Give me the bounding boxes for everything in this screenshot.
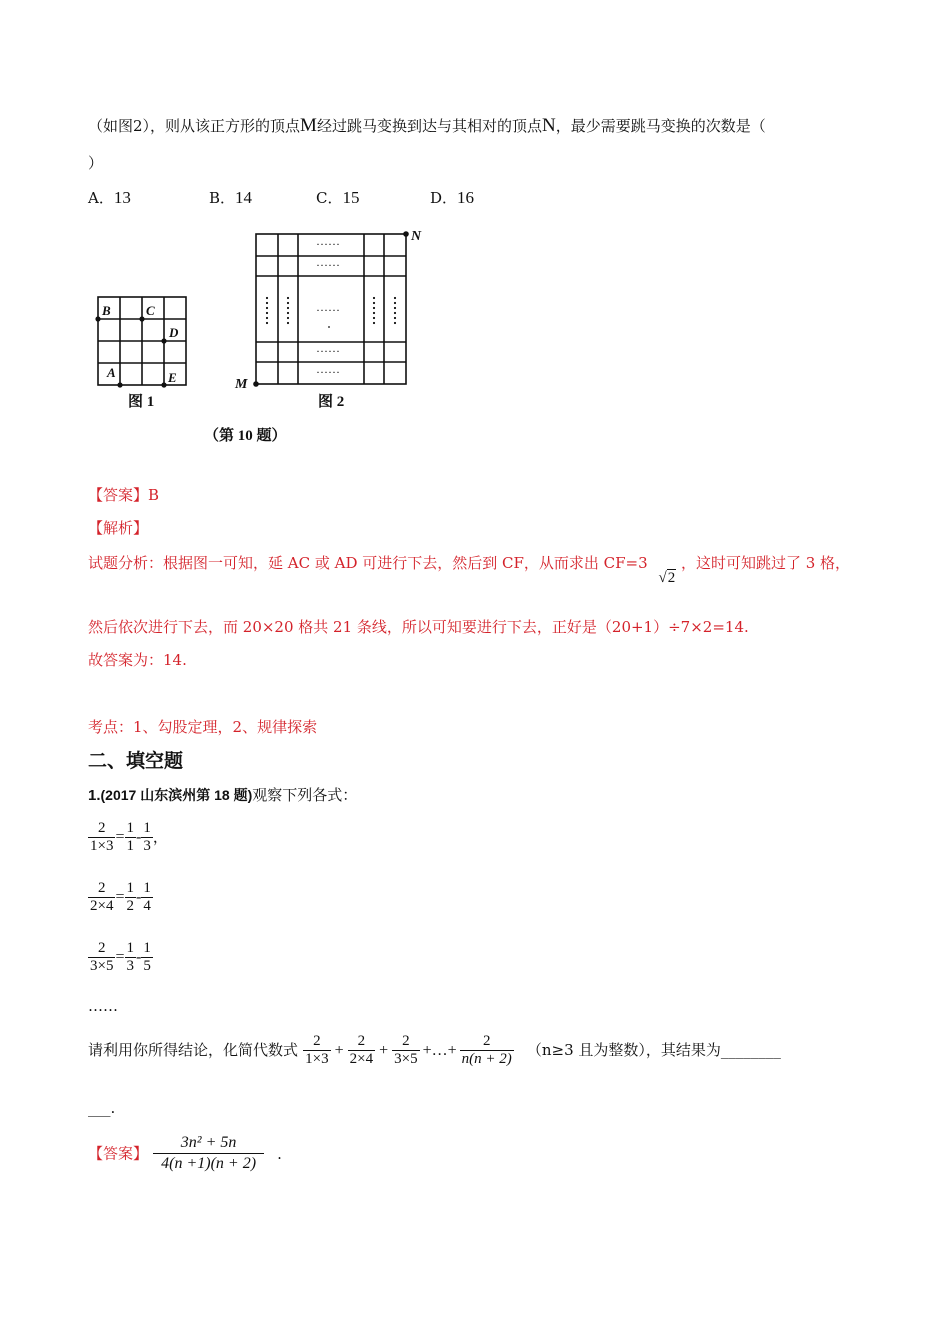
analysis-line-3: 故答案为：14. [88, 651, 187, 669]
term-last-den: n(n + 2) [461, 1051, 512, 1067]
option-a-value: 13 [113, 188, 131, 207]
answer-value: B [148, 486, 160, 504]
eq3-b-num: 1 [143, 940, 151, 956]
question-line-1 [88, 116, 766, 136]
eq1-b-den: 3 [143, 838, 151, 854]
q10-text-b: 经过跳马变换到达与其相对的顶点 [316, 117, 542, 135]
option-c-letter: C． [316, 189, 343, 207]
fig2-label: 图 2 [318, 394, 345, 410]
answer2-fraction [153, 1133, 264, 1174]
prompt-blank-tail: ___. [88, 1099, 116, 1117]
dots-col-2 [287, 297, 289, 324]
analysis-text-a: 试题分析：根据图一可知，延 AC 或 AD 可进行下去，然后到 CF，从而求出 CF=3 [88, 554, 648, 572]
dots-row-1: ······ [316, 237, 340, 251]
vertex-n-dot [403, 231, 409, 237]
eq3-b-den: 5 [143, 958, 151, 974]
eq1-a-num: 1 [126, 820, 134, 836]
q1-source: (2017 山东滨州第 18 题) [100, 787, 253, 803]
eq2-b-num: 1 [143, 880, 151, 896]
answer2-label: 【答案】 [88, 1144, 149, 1163]
equation-2: $\frac{2}{2\times 4}$ = $\frac{1}{2}$ - $\frac{1}{4}$ [90, 880, 151, 914]
eq1-a [125, 820, 137, 855]
answer2-line [88, 1133, 282, 1174]
equation-3: $\frac{2}{3\times 5}$ = $\frac{1}{3}$ - $\frac{1}{5}$ [90, 940, 151, 974]
option-b-letter: B． [209, 189, 236, 207]
term-2-num: 2 [357, 1033, 366, 1049]
point-c-label: C [146, 303, 155, 318]
q10-text-c: ，最少需要跳马变换的次数是（ [555, 117, 766, 135]
eq2-a-den: 2 [126, 898, 134, 914]
plus-2: + [379, 1041, 389, 1059]
prompt-text-a: 请利用你所得结论，化简代数式 [88, 1041, 299, 1059]
equation-1: $\frac{2}{1\times 3}$ = $\frac{1}{1}$ - $\frac{1}{3}$ ， [90, 820, 168, 854]
term-1-num: 2 [313, 1033, 321, 1049]
dots-row-center: ······ [316, 303, 340, 317]
option-a [88, 188, 131, 208]
vertex-m-label: M [300, 115, 317, 136]
option-b-value: 14 [235, 188, 253, 207]
point-e-dot [161, 382, 166, 387]
answer2-num: 3n² + 5n [180, 1134, 237, 1151]
q10-text-a: （如图2），则从该正方形的顶点 [88, 117, 301, 135]
option-c [316, 188, 359, 208]
analysis-label: 【解析】 [88, 519, 149, 537]
vertex-n-fig-label: N [411, 229, 422, 244]
term-1 [303, 1033, 330, 1068]
eq2-lhs-den: 2×4 [90, 898, 114, 914]
analysis-line-2: 然后依次进行下去，而 20×20 格共 21 条线，所以可知要进行下去，正好是（20+1）÷7×2=14. [88, 618, 749, 636]
kaodian-line: 考点：1、勾股定理，2、规律探索 [88, 718, 318, 736]
q1-heading [88, 785, 357, 806]
prompt-text-b: （n≥3 且为整数），其结果为________ [526, 1041, 781, 1059]
eq1-lhs-den: 1×3 [90, 838, 114, 854]
term-2 [348, 1033, 375, 1068]
answer-line [88, 485, 159, 505]
option-c-value: 15 [342, 188, 360, 207]
option-a-letter: A． [88, 189, 114, 207]
term-last [460, 1033, 514, 1068]
dots-row-3: ······ [316, 344, 340, 358]
dots-row-4: ······ [316, 365, 340, 379]
point-e-label: E [168, 370, 177, 385]
point-a-dot [117, 382, 122, 387]
eq3-a [125, 940, 137, 975]
eq1-tail: ， [152, 828, 168, 846]
dots-row-2: ······ [316, 258, 340, 272]
question-line-2: ） [88, 154, 104, 172]
point-b-dot [95, 316, 100, 321]
eq3-lhs-den: 3×5 [90, 958, 114, 974]
point-b-label: B [102, 303, 111, 318]
eq1-a-den: 1 [126, 838, 134, 854]
fig2-dots [266, 237, 396, 379]
q1-text: 观察下列各式： [252, 786, 358, 804]
option-d-letter: D． [430, 189, 458, 207]
eq2-b [141, 880, 153, 915]
vertex-m-dot [253, 381, 259, 387]
dots-col-4 [394, 297, 396, 324]
prompt-line [88, 1033, 781, 1068]
eq1-b-num: 1 [143, 820, 151, 836]
eq3-a-num: 1 [126, 940, 134, 956]
center-dot [328, 326, 330, 328]
eq2-b-den: 4 [143, 898, 151, 914]
eq1-lhs [88, 820, 115, 855]
q1-number: 1. [88, 787, 101, 804]
eq2-a-num: 1 [126, 880, 134, 896]
eq2-lhs-num: 2 [97, 880, 106, 896]
dots-col-1 [266, 297, 268, 324]
term-2-den: 2×4 [349, 1051, 374, 1067]
term-1-den: 1×3 [305, 1051, 329, 1067]
term-last-num: 2 [482, 1033, 491, 1049]
figure-grid-diagram [80, 222, 440, 452]
dots-col-3 [373, 297, 375, 324]
figure-svg [80, 222, 440, 452]
analysis-line-1 [88, 553, 851, 586]
plus-ellipsis: +…+ [422, 1041, 457, 1059]
plus-1: + [334, 1041, 344, 1059]
figure-caption: （第 10 题） [204, 428, 287, 444]
option-d-value: 16 [457, 188, 475, 207]
term-3-num: 2 [402, 1033, 410, 1049]
option-d [430, 188, 474, 208]
vertex-m-fig-label: M [235, 377, 248, 392]
eq3-lhs-num: 2 [97, 940, 106, 956]
eq3-b [141, 940, 153, 975]
eq2-a [125, 880, 137, 915]
analysis-text-b: ，这时可知跳过了 3 格， [680, 554, 851, 572]
point-a-label: A [107, 365, 116, 380]
ellipsis: …… [88, 997, 118, 1015]
eq2-lhs [88, 880, 115, 915]
eq3-a-den: 3 [126, 958, 134, 974]
section-title: 二、填空题 [88, 750, 184, 772]
fig1-label: 图 1 [128, 394, 155, 410]
option-b [209, 188, 252, 208]
term-3-den: 3×5 [394, 1051, 418, 1067]
answer2-tail: . [277, 1144, 282, 1163]
sqrt-two: √2 [658, 570, 676, 586]
answer-label: 【答案】 [88, 486, 149, 504]
term-3 [392, 1033, 419, 1068]
point-c-dot [139, 316, 144, 321]
point-d-label: D [169, 325, 179, 340]
point-d-dot [161, 338, 166, 343]
eq1-lhs-num: 2 [97, 820, 106, 836]
sqrt-radicand: 2 [667, 570, 676, 586]
vertex-n-label: N [541, 115, 556, 136]
eq1-b [141, 820, 153, 855]
answer2-den: 4(n +1)(n + 2) [153, 1153, 264, 1174]
eq3-lhs [88, 940, 115, 975]
